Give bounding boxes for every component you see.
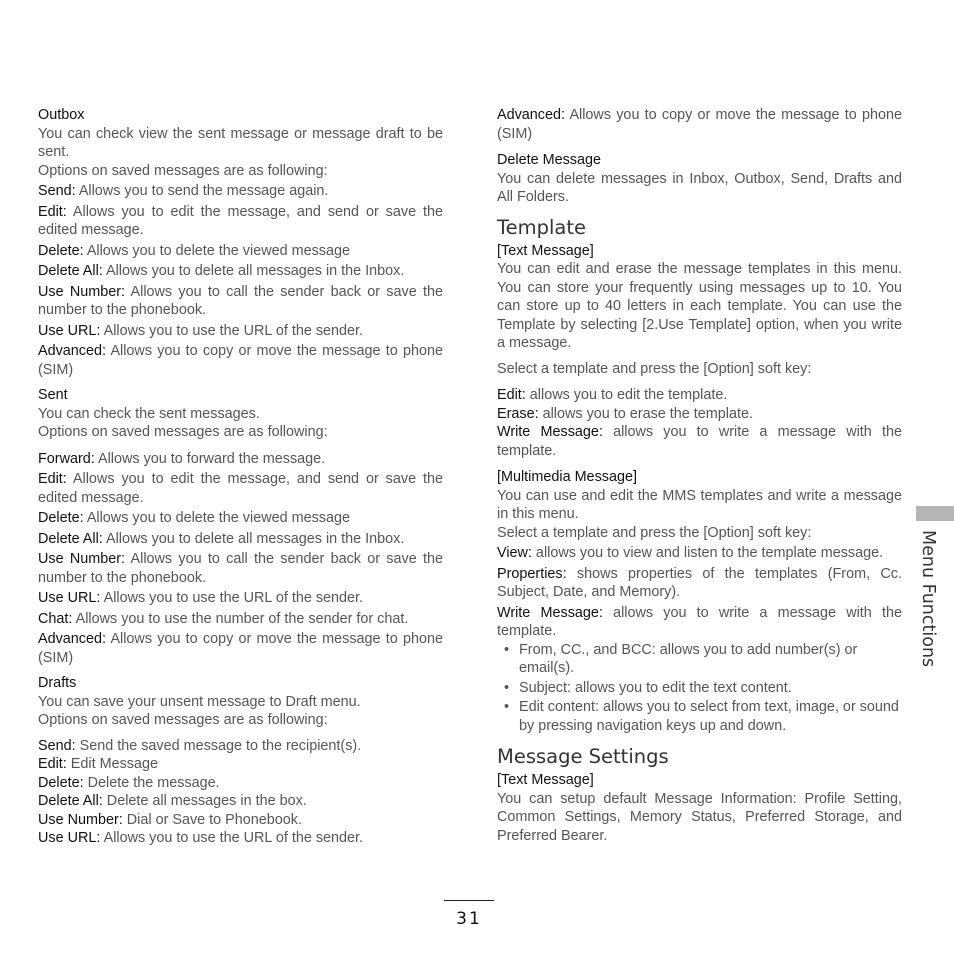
option-text: Delete the message.	[83, 774, 220, 791]
option-item	[38, 755, 443, 774]
page-number: 31	[456, 909, 482, 929]
bullet-item	[504, 679, 902, 698]
drafts-options-intro: Options on saved messages are as following:	[38, 712, 328, 728]
option-term: Write Message:	[497, 424, 603, 440]
option-item	[38, 610, 443, 629]
option-term: Use Number:	[38, 811, 123, 828]
option-item	[497, 106, 902, 143]
option-item	[38, 737, 443, 756]
option-text: allows you to erase the template.	[538, 405, 753, 422]
option-item	[38, 811, 443, 830]
message-settings-text-message-title: [Text Message]	[497, 772, 594, 788]
chapter-side-label-text: Menu Functions	[918, 530, 938, 668]
option-text: Allows you to delete all messages in the Inbox.	[102, 263, 405, 279]
option-term: Send:	[38, 183, 76, 199]
option-item	[38, 589, 443, 608]
left-column	[38, 106, 443, 848]
option-item	[38, 283, 443, 320]
template-multimedia-description: You can use and edit the MMS templates and write a message in this menu.	[497, 487, 902, 522]
option-term: Advanced:	[38, 631, 107, 647]
template-text-options-list	[497, 386, 902, 460]
option-item	[38, 470, 443, 507]
option-text: allows you to edit the template.	[525, 387, 728, 403]
template-multimedia-title: [Multimedia Message]	[497, 469, 637, 485]
option-text: Delete all messages in the box.	[102, 793, 307, 809]
template-text-message-title: [Text Message]	[497, 242, 594, 259]
option-text: Allows you to copy or move the message to phone (SIM)	[38, 631, 443, 666]
option-term: View:	[497, 545, 532, 561]
chapter-tab-marker	[916, 506, 954, 521]
drafts-description: You can save your unsent message to Draft menu.	[38, 693, 361, 710]
bullet-text: Edit content: allows you to select from text, image, or sound by pressing navigation keys up and down.	[519, 699, 899, 734]
bullet-dot: •	[504, 641, 510, 658]
bullet-text: Subject: allows you to edit the text content.	[519, 679, 792, 696]
option-item	[38, 450, 443, 469]
option-item	[38, 342, 443, 379]
option-item	[38, 242, 443, 261]
option-text: Dial or Save to Phonebook.	[122, 811, 302, 828]
option-text: allows you to view and listen to the template message.	[531, 545, 884, 561]
bullet-dot: •	[504, 699, 510, 715]
delete-message-title: Delete Message	[497, 152, 601, 168]
option-term: Send:	[38, 737, 76, 754]
option-text: Allows you to use the number of the sender for chat.	[72, 610, 409, 627]
message-settings-description: You can setup default Message Information: Profile Setting, Common Settings, Memory Status, Preferred Storage, and Preferred Bearer.	[497, 790, 902, 844]
option-text: Allows you to send the message again.	[75, 183, 329, 199]
template-select-instruction: Select a template and press the [Option] soft key:	[497, 360, 812, 377]
option-item	[38, 322, 443, 341]
template-text-message-description: You can edit and erase the message templates in this menu. You can store your frequently using messages up to 10. You can store up to 40 letters in each template. You can use the Template by selecting [2.Use Template] option, when you write a message.	[497, 261, 902, 351]
option-text: Allows you to edit the message, and send or save the edited message.	[38, 471, 443, 506]
option-item	[38, 630, 443, 667]
template-heading: Template	[497, 215, 586, 239]
option-item	[38, 829, 443, 848]
option-item	[38, 792, 443, 811]
option-term: Delete All:	[38, 263, 103, 279]
right-column	[497, 106, 902, 845]
option-text: Send the saved message to the recipient(s).	[75, 737, 362, 754]
outbox-description: You can check view the sent message or message draft to be sent.	[38, 125, 443, 160]
write-message-sub-bullets	[497, 641, 902, 736]
option-term: Delete:	[38, 242, 84, 259]
option-term: Edit:	[38, 471, 67, 487]
bullet-text: From, CC., and BCC: allows you to add number(s) or email(s).	[519, 641, 858, 676]
option-term: Use URL:	[38, 322, 101, 339]
option-term: Advanced:	[38, 343, 107, 359]
option-text: allows you to write a message with the template.	[497, 424, 903, 459]
option-text: Allows you to delete the viewed message	[83, 510, 350, 526]
option-item	[38, 509, 443, 528]
option-text: Allows you to edit the message, and send or save the edited message.	[38, 203, 443, 238]
outbox-options-list	[38, 182, 443, 379]
option-text: Allows you to delete the viewed message	[83, 242, 350, 259]
template-multimedia-options-list	[497, 544, 902, 641]
option-item	[497, 544, 902, 563]
option-text: shows properties of the templates (From, Cc. Subject, Date, and Memory).	[497, 565, 902, 600]
option-term: Use Number:	[38, 283, 126, 300]
option-text: Allows you to use the URL of the sender.	[100, 322, 364, 339]
page-number-rule	[444, 900, 494, 901]
option-item	[38, 530, 443, 549]
option-term: Advanced:	[497, 107, 566, 123]
option-item	[38, 203, 443, 240]
template-multimedia-select-instruction: Select a template and press the [Option] soft key:	[497, 524, 812, 541]
option-term: Chat:	[38, 610, 73, 627]
option-term: Delete All:	[38, 530, 103, 547]
option-text: Allows you to call the sender back or save the number to the phonebook.	[38, 551, 443, 586]
option-text: Allows you to use the URL of the sender.	[100, 830, 364, 846]
option-text: allows you to write a message with the template.	[497, 604, 903, 639]
option-term: Use Number:	[38, 551, 126, 567]
option-term: Forward:	[38, 450, 95, 467]
option-item	[497, 604, 902, 641]
sent-options-intro: Options on saved messages are as following:	[38, 424, 328, 440]
option-term: Edit:	[38, 756, 67, 772]
bullet-item	[504, 698, 902, 735]
option-text: Allows you to copy or move the message to phone (SIM)	[38, 343, 443, 378]
option-text: Allows you to use the URL of the sender.	[100, 590, 364, 606]
option-item	[497, 386, 902, 405]
drafts-options-list	[38, 737, 443, 848]
outbox-options-intro: Options on saved messages are as following:	[38, 162, 328, 179]
option-item	[497, 405, 902, 424]
option-term: Edit:	[38, 203, 67, 220]
bullet-item	[504, 641, 902, 678]
option-term: Use URL:	[38, 830, 101, 846]
option-text: Allows you to call the sender back or save the number to the phonebook.	[38, 283, 443, 318]
option-term: Delete:	[38, 510, 84, 526]
sent-description: You can check the sent messages.	[38, 405, 260, 422]
sent-options-list	[38, 450, 443, 668]
option-item	[497, 565, 902, 602]
option-term: Erase:	[497, 405, 539, 422]
bullet-dot: •	[504, 679, 510, 696]
option-term: Properties:	[497, 565, 567, 582]
option-text: Edit Message	[66, 756, 158, 772]
outbox-title: Outbox	[38, 107, 85, 123]
sent-title: Sent	[38, 387, 68, 403]
option-item	[38, 774, 443, 793]
option-term: Edit:	[497, 387, 526, 403]
option-item	[38, 182, 443, 201]
option-item	[38, 550, 443, 587]
message-settings-heading: Message Settings	[497, 745, 669, 768]
option-term: Delete All:	[38, 793, 103, 809]
option-item	[497, 423, 902, 460]
option-text: Allows you to copy or move the message to phone (SIM)	[497, 107, 902, 142]
option-text: Allows you to delete all messages in the Inbox.	[102, 530, 405, 547]
option-term: Use URL:	[38, 590, 101, 606]
delete-message-description: You can delete messages in Inbox, Outbox, Send, Drafts and All Folders.	[497, 170, 902, 205]
option-text: Allows you to forward the message.	[94, 450, 326, 467]
option-term: Delete:	[38, 774, 84, 791]
drafts-title: Drafts	[38, 675, 77, 691]
option-item	[38, 262, 443, 281]
option-term: Write Message:	[497, 604, 603, 621]
